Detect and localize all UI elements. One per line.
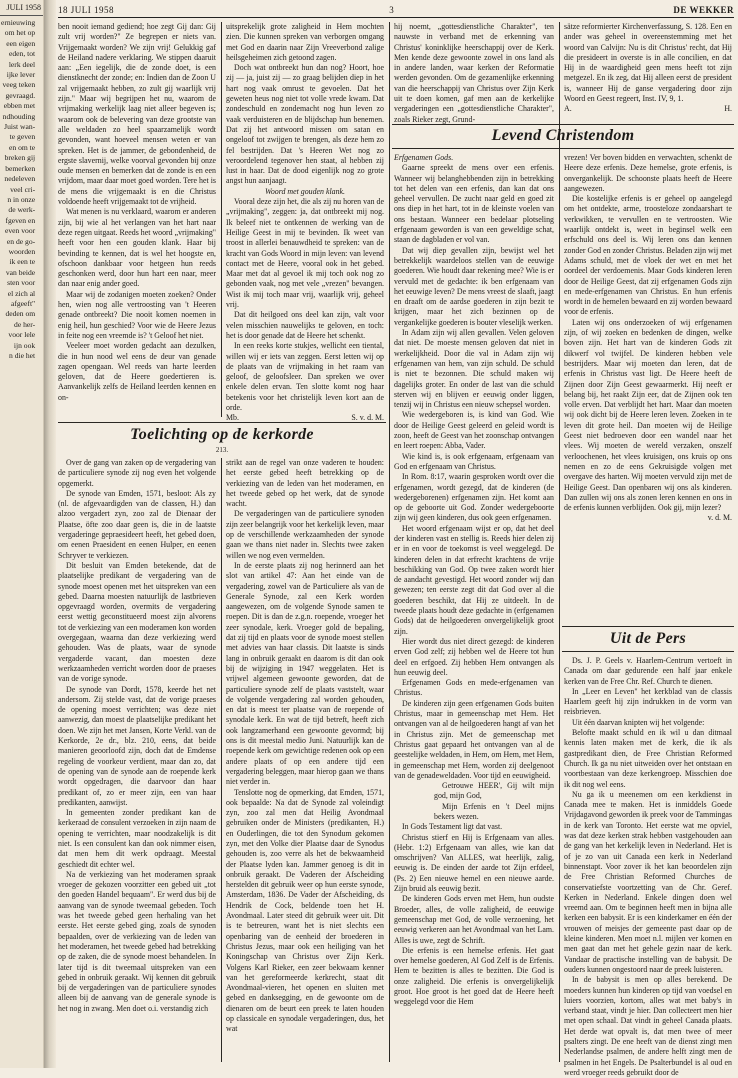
paragraph: De kinderen Gods erven met Hem, hun oudste Broeder, alles, de volle zaligheid, de eeuwige gemeenschap met God, de volle verzoening, het eeuwig verkeren aan het Avondmaal van het Lam. Alles is uwe, zegt de Schrift. — [394, 894, 554, 945]
article-vrijmaking-column-1 — [58, 22, 216, 417]
previous-page-column — [0, 16, 37, 361]
previous-page-line: de her- — [14, 319, 36, 329]
previous-page-line: ik een te — [9, 257, 36, 267]
paragraph: Die kostelijke erfenis is er geheel op aangelegd om het ontdekte, arme, troosteloze zondaarshart te verkwikken, te vervullen en te vertroosten. Wie waarlijk ontdekt is, weet in beginsel welk een erfschuld ons deel is. Wij leren ons dan kennen zonder God en zonder Christus. Beladen zijn wij met Adams schuld, met de vloek der wet en met het oordeel der verdoemenis. Maar Gods kinderen leren door de Heilige Geest, dat zij erfgenamen Gods zijn en mede-erfgenamen van Christus. En hun erfenis wordt in de hemelen bewaard en zij worden bewaard voor de erfenis. — [564, 194, 732, 317]
previous-page-line: n die het — [9, 351, 36, 360]
headline-levend-christendom: Levend Christendom — [491, 127, 635, 144]
article-toelichting-column-1 — [58, 458, 216, 1062]
paragraph: In gemeenten zonder predikant kan de kerkeraad de consulent verzoeken in zijn naam de opening te verrichten, maar noodzakelijk is dit niet. Is een consulent kan dan ook nimmer eisen, dat men hem dit werk opdraagt. Meestal geschiedt dit echter wel. — [58, 808, 216, 869]
paragraph: uitsprekelijk grote zaligheid in Hem mochten zien. Die kunnen spreken van verborgen omgang met God en daarin naar Zijn Vreeverbond zalige heilsgeheimen zich getoond zagen. — [226, 22, 384, 62]
paragraph: De synode van Dordt, 1578, keerde het net andersom. Zij stelde vast, dat de vorige praeses de opening moest verrichten; was deze niet aanwezig, dan moest de plaatselijke predikant het doen. We zijn het met Jansen, Korte Verkl. van de Kerkorde, 2e dr., blz. 210, eens, dat beide manieren geoorloofd zijn, doch dat de Emdense regeling de voorkeur verdient, maar dan zo, dat de opening van de synode aan de roepende kerk wordt opgedragen, die daarvoor dan haar predikant of, zo er meer zijn, een van haar predikanten, aanwijst. — [58, 684, 216, 807]
previous-page-header: JULI 1958 — [0, 0, 43, 16]
paragraph: Wat menen is nu verklaard, waarom er anderen zijn, bij wie al het verlangen van het hart naar deze regen uitgaat. Reeds het woord „vrijmaking" heeft voor hen een gouden klank. Haar bij bevinding te kennen, dat is wel het hoogste en, ofschoon dankbaar voor hetgeen hun reeds geschonken werd, door hun hart een naar, meer dan naar enig ander goed. — [58, 207, 216, 289]
paragraph: Tenslotte nog de opmerking, dat Emden, 1571, ook bepaalde: Na dat de Synode zal voleindigt zyn, zoo zal men dat Heilig Avondmaal gebruiken onder de Ministers (predikanten, H.) en Ouderlingen, die tot den Synodum gekomen zyn, met den Volke dier Plaatse daar de Synodus gehouden is, zoo verre als het de bekwaamheid der Plaatse lyden kan. Jammer genoeg is dit in onbruik geraakt. De Vaderen der Afscheiding herstelden dit gebruik weer op hun eerste synode, Amsterdam, 1836. De Vader der Afscheiding, ds Hendrik de Cock, beldende toen het H. Avondmaal. Later steed dit gebruik weer uit. Dit is te betreuren, want het is niet slechts een openbaring van de eenheid der broederen in Christus Jezus, maar ook een heiliging van het Koningschap van Christus over Zijn Kerk. Volgens Karl Rieker, een zeer bekwaam kenner van het gereformeerde kerkrecht, staat dit Avondmaal-vieren, het openen en sluiten met gebed en danksegging, en de gewoonte om de dienaren om de beurt een preek te laten houden op classicale en synodale vergaderingen, dus, het wat — [226, 787, 384, 1034]
header-date: 18 JULI 1958 — [58, 5, 114, 15]
paragraph: ben nooit iemand gediend; hoe zegt Gij dan: Gij zult vrij worden?" Ze begrepen er niets van. Vrijgemaakt worden? We zijn vrij! Gelukkig gaf de Heiland nadere verklaring. We stippen daaruit aan: „Een iegelijk, die de zonde doet, is een dienstknecht der zonde; en: Indien dan de Zoon U zal vrijgemaakt hebben, zo zult gij waarlijk vrij zijn." Maar wij begrijpen het nu, waarom de vrijmaking werkelijk laag niet alleer begeven is; waarom ook de belevering van deze grootste van alle weldaden zo heel spaarzamelijk wordt gevonden, want hoeveel mensen weten er van spreken. Het is de jammer, de gebondenheid, de ergste slavernij, welke voorval gevonden bij onze oude mensen en bemerken dat de zonde is en een vrijdom, maar daar moet goed worden. Tere het is de mens die vrijgemaakt is en die Christus voldoende heeft vrijgemaakt tot de vrijheid. — [58, 22, 216, 207]
article-levend-christendom-column-1 — [394, 153, 554, 1062]
paragraph: hij noemt, „gottesdienstliche Charakter", ten nauwste in verband met de erkenning van Christus' koninklijke heerschappij over de Kerk. Men kende deze gewoonte zowel in ons land als in andere landen, waar kerken der Reformatie werden gevonden. Om de gezamenlijke erkenning van die heerschappij van Christus over Zijn Kerk uit te doen komen, gaf men aan de kerkelijke vergaderingen een „gottesdienstliche Charakter", zoals Rieker zegt, Grund- — [394, 22, 554, 124]
paragraph: Veeleer moet worden gedacht aan dezulken, die in hun nood wel eens de deur van genade zagen opengaan. Wel reeds van harte leerden geloven, dat de Heere goedertieren is. Aanvankelijk zelfs de Heiland leerden kennen en on- — [58, 341, 216, 402]
paragraph: Wie kind is, is ook erfgenaam, erfgenaam van God en erfgenaam van Christus. — [394, 451, 554, 471]
paragraph: De kinderen zijn geen erfgenamen Gods buiten Christus, maar in gemeenschap met Hem. Het ontvangen van al de heilgoederen hangt af van het in Christus zijn. Met de gemeenschap met Christus gaat gepaard het ontvangen van al de geestelijke weldaden, in Hem, om Hem, met Hem, in gemeenschap met Hem, worden zij deelgenoot van de genadeweldaden. Voor tijd en eeuwigheid. — [394, 698, 554, 780]
previous-page-line: en om te — [9, 142, 36, 152]
paragraph: In de babysit is men op alles berekend. De moeders kunnen hun kinderen op tijd van voedsel en luiers voorzien, kortom, alles wat met baby's in verband staat, vindt je hier. Dan collecteert men hier met open schaal. Dat vindt in geheel Canada plaats. Het derde wat opvalt is, dat men twee of meer psalters zingt. De ene heeft van de dienst zingt men Nederlandse psalmen, de andere helft zingt men de psalmen in het Engels. De Psalterbundel is al oud en werd vroeger reeds gebruikt door de — [564, 975, 732, 1077]
paragraph: Christus stierf en Hij is Erfgenaam van alles. (Hebr. 1:2) Erfgenaam van alles, wie kan dat omschrijven? Van ALLES, wat heerlijk, zalig, eeuwig is. De einden der aarde tot Zijn erfdeel, (Ps. 2) Een nieuwe hemel en een nieuwe aarde. Zijn bruid als eeuwig bezit. — [394, 832, 554, 894]
previous-page-line: ernieuwing — [1, 18, 36, 27]
signature-right: H. — [724, 104, 732, 114]
paragraph: Maar wij de zodanigen moeten zoeken? Onder hen, wien nog alle vertroosting van 't Heeren genade ontbreekt? Die nooit komen noemen in enig heil, hun geschied? Voor wie de Heere Jezus in feite nog een vreemde is? 't Geloof het niet. — [58, 289, 216, 340]
previous-page-line: eden, tot — [9, 49, 36, 59]
paragraph: Ds. J. P. Geels v. Haarlem-Centrum vertoeft in Canada om daar gedurende een half jaar enkele kerken van de Free Chr. Ref. Church te dienen. — [564, 656, 732, 686]
signature-row — [564, 104, 732, 114]
previous-page-line: deden om — [5, 309, 36, 319]
header-page-number: 3 — [389, 5, 395, 15]
previous-page-line: van beide — [5, 267, 36, 277]
paragraph: Wie wedergeboren is, is kind van God. Wie door de Heilige Geest geleerd en geleid wordt is zoon, heeft de Geest van het zoonschap ontvangen en leert roepen: Abba, Vader. — [394, 410, 554, 451]
previous-page-line: ebben met — [3, 101, 36, 111]
paragraph: Laten wij ons onderzoeken of wij erfgenamen zijn, of wij zoeken en bedenken de dingen, welke boven zijn. Het hart van de kinderen Gods zit dikwerf vol twijfel. De kinderen hebben vele bestrijders. Maar wij moeten dan leren, dat de erfenis in Christus vast ligt. De Heere heeft de Zijnen door Zijn Geest gewaarmerkt. Hij neeft er belang bij, het raakt Zijn eer, dat de Zijnen ook ten volle erven. Dat verblijdt het hart. Maar dan moeten wij ook dicht bij de Heere leren leven. Zoeken in te leven dit grote heil. Dan moeten wij de Heilige Geest niet bedroeven door een wandel naar het vlees. Wij moeten de wereld verzaken, onszelf verloochenen, het vlees kruisigen, ons kruis op ons nemen en zo de eens Gekruisigde volgen met overgave des harten. Wij moeten vervuld zijn met de Heilige Geest. Dan openbaren wij ons als kinderen. Dan zullen wij ons als zonen leren kennen en ons in de erfenis kunnen verblijden. Ook gij, mijn lezer? — [564, 317, 732, 513]
paragraph: Erfgenamen Gods en mede-erfgenamen van Christus. — [394, 678, 554, 698]
paragraph: In een reeks korte stukjes, wellicht een tiental, willen wij er iets van zeggen. Eerst letten wij op de plaats van de vrijmaking in het raam van geloof, de geloofsleer. Dan spreken we over enkele delen ervan. Ten slotte komt nog haar betekenis voor het christelijk leven kort aan de orde. — [226, 341, 384, 412]
previous-page-line: woorden — [8, 246, 36, 256]
section-rule — [562, 651, 734, 652]
previous-page-line: te geven — [9, 132, 36, 142]
signature: v. d. M. — [707, 513, 732, 523]
paragraph: vrezen! Ver boven bidden en verwachten, schenkt de Heere deze erfenis. Deze hemelse, grote erfenis, is onvergankelijk. De schoonste plaats heeft de Heere aangewezen. — [564, 153, 732, 193]
paragraph: In Rom. 8:17, waarin gesproken wordt over die erfgenamen, wordt gezegd, dat de kinderen (de wedergeborenen) erfgenamen zijn. Het komt aan op de geboorte uit God. Zonder wedergeboorte zijn wij geen kinderen, dus ook geen erfgenamen. — [394, 472, 554, 523]
article-levend-christendom-column-2 — [564, 153, 732, 623]
column-divider — [389, 22, 390, 1062]
previous-page-line: ndhouding — [2, 111, 36, 121]
paragraph: In Adam zijn wij allen gevallen. Velen geloven dat niet. De moeste mensen geloven dat niet in werkelijkheid. Door die val in Adam zijn wij erfgenamen van hem, van zijn schuld. De schuld is niet te bezonnen. Die schuld maken wij dagelijks groter. En onder de last van die schuld sterven wij en blijven er eeuwig onder liggen, tenzij wij in Christus een nieuw schepsel worden. — [394, 328, 554, 410]
previous-page-line: de werk- — [8, 205, 36, 215]
paragraph: Dat wij diep gevallen zijn, bewijst wel het betrekkelijk waardeloos stellen van de eeuwige goederen. Wie houdt daar rekening mee? Wie is er vervuld met de gedachte: ik ben erfgenaam van het eeuwige leven? De mens vreest de slaaft, jaagt en draaft om de aardse goederen in zijn bezit te krijgen, maar het zich bezinnen op de vergankelijke goederen is bouter vleselijk werken. — [394, 245, 554, 327]
section-rule — [58, 422, 386, 423]
newspaper-page — [56, 0, 738, 1077]
column-divider — [559, 22, 560, 1062]
verse-line: Mijn Erfenis en 't Deel mijns bekers wezen. — [434, 801, 554, 821]
header-newspaper-title: DE WEKKER — [673, 5, 734, 15]
column-divider — [221, 22, 222, 417]
paragraph: Na de verkiezing van het moderamen spraak vroeger de gekozen voorzitter een gebed uit „tot den goeden Handel bequaam". Er werd dus bij de aanvang van de synode tweemaal gebeden. Toch was het tweede gebed geen herhaling van het eerste. Het eerste gebed ging, zoals de synoden bepaalden, over de verkiezing van de leden van het moderamen, het tweede gebed had betrekking op de zaken, die de synode moest behandelen. In later tijd is dit tweemaal uitspreken van een gebed in onbruik geraakt. Wij kennen dit gebruik bij de vergaderingen van de particuliere synodes alleen bij de aanvang van de generale synode is het nog in zwang. Men doet o.i. verstandig zich — [58, 869, 216, 1013]
previous-page-line: en de go- — [6, 236, 36, 246]
paragraph: Dit besluit van Emden betekende, dat de plaatselijke predikant de vergadering van de synode moest openen met het uitspreken van een gebed. Daarna moesten natuurlijk de lastbrieven opgevraagd worden, overmits de vergadering eerst wettig geconstitueerd moest zijn alvorens tot de verkiezing van een moderamen kon worden overgegaan, waarna dan deze verkiezing werd gehouden. Was de plaats, waar de synode vergaderde vacant, dan moesten deze werkzaamheden verricht worden door de praeses van de vorige synode. — [58, 560, 216, 684]
paragraph: Gaarne spreekt de mens over een erfenis. Wanneer wij belanghebbenden zijn in betrekking tot het delen van een erfenis, dan kan dat ons geheel vervullen. De zucht naar geld en goed zit ons diep in het hart, tot in de kleinste voelen van ons bestaan. Wanneer een bedelaar plotseling erfgenaam geworden is van een geweldige schat, staan de dagbladen er vol van. — [394, 163, 554, 245]
paragraph: Nu ga ik u meenemen om een kerkdienst in Canada mee te maken. Het is inmiddels Goede Vrijdagavond geworden ik preek voor de Tammingas in de kerk van Toronto. Het eerste wat me opviel, was dat deze kerken strak hebben vastgehouden aan de gang van het kerkelijk leven in Nederland. Het is of je zo van uit Canada een kerk in Nederland binnenstapt. Voor zover ik het kan beoordelen zijn de Free Christian Reformed Churches de conservatiefste voortzetting van de Chr. Geref. Kerken in Nederland. Enkele dingen doen wel vreemd aan. Om te beginnen heeft men in bijna alle kerken een babysit. Er is een kinderkamer en één der vrouwen of meisjes der gemeente past daar op de kleine kinderen. Men moet n.l. mijlen ver komen en men gaat dan met het gehele gezin naar de kerk. Vandaar de practische instelling van de babysit. De ouders kunnen ongestoord naar de preek luisteren. — [564, 789, 732, 974]
headline-toelichting-kerkorde: Toelichting op de kerkorde — [130, 426, 314, 443]
previous-page-line: voor lele — [8, 330, 36, 340]
paragraph: In „Leer en Leven" het kerkblad van de classis Haarlem geeft hij zijn indrukken in de vorm van reisbrieven. — [564, 686, 732, 717]
previous-page-line: sten voor — [7, 278, 36, 288]
previous-page-line: Juist wan- — [4, 122, 36, 132]
paragraph: Vooral deze zijn het, die als zij nu horen van de „vrijmaking", zeggen: ja, dat ontbreekt mij nog. Ik beleef niet te ontkennen de werking van de Heilige Geest in mij te bevinden. Ik weet van troost in allerlei benauwdheid te spreken: van de kracht van Gods Woord in mijn leven: van levend contact met de Heere, vooral ook in het gebed. Maar met dat al gevoel ik mij toch ook nog zo gebonden vaak, nog met vele „vrezen" bevangen. Wist ik mij toch maar vrij, waarlijk vrij, geheel vrij. — [226, 197, 384, 310]
section-rule — [562, 626, 734, 627]
column-divider — [221, 458, 222, 1062]
signature-left: A. — [564, 104, 572, 114]
section-rule — [392, 124, 734, 125]
page-header — [58, 4, 734, 18]
article-kerkorde-continued-column-3 — [394, 22, 554, 124]
paragraph: Het woord erfgenaam wijst er op, dat het deel der kinderen vast en stellig is. Reeds hier delen zij er in en voor de toekomst is veel weggelegd. De kinderen delen in dat erfrecht krachtens de vrije beschikking van God. Op twee zaken wordt hier de aandacht gevestigd. Het woord zonder wij dan gewezen; ten eerste zegt dit dat God over al die goederen beschikt, dat Hij ze uitdeelt. In de tweede plaats houdt deze gedachte in (erfgenamen Gods) dat de heilgoederen onvergelijkelijk groot zijn. — [394, 523, 554, 636]
previous-page-line: fgeven en — [5, 215, 36, 225]
previous-page-line: el zich al — [7, 288, 36, 298]
previous-page-line: om het op — [4, 28, 36, 38]
previous-page-line: gevraagd. — [5, 90, 36, 100]
paragraph: Dat dit heilgoed ons deel kan zijn, valt voor velen misschien nauwelijks te geloven, en toch: het is door genade dat de Heere het schenkt. — [226, 310, 384, 340]
article-uit-de-pers — [564, 656, 732, 1077]
previous-page-line: afgeeft" — [10, 298, 36, 308]
section-rule — [392, 148, 734, 149]
paragraph: Hier wordt dus niet direct gezegd: de kinderen erven God zelf; zij hebben wel de Heere tot hun deel en erfgoed. Zij hebben Hem ontvangen als hun eeuwig deel. — [394, 636, 554, 677]
paragraph: Doch wat ontbreekt hun dan nog? Hoort, hoe zij — ja, juist zij — zo graag belijden diep in het hart nog vaak omrust te gevoelen. Dat het geweten heus nog niet tot volle vrede kwam. Dat zondeschuld en zondemacht nog hun leven zo vaak verduisteren en de blijdschap hun benemen. Dat zij het antwoord missen om satan en ongeloof tot zwijgen te brengen, als deze hem zo fel bestrijden. Dat 's Heeren Wet nog zo veroordelend tegenover hen staat, al hebben zij lust in haar. Dat de dood eigenlijk nog zo grote angst hun aanjaagt. — [226, 63, 384, 186]
previous-page-line: bemerken — [5, 163, 36, 173]
paragraph: Over de gang van zaken op de vergadering van de particuliere synode zij nog even het volgende opgemerkt. — [58, 458, 216, 488]
previous-page-line: even voor — [5, 226, 36, 236]
paragraph: De synode van Emden, 1571, besloot: Als zy (nl. de afgevaardigden van de classen, H.) dan alzoo vergadert zyn, zoo zal de Dienaar der Plaatse, öfte zoo daar geen is, die in de laatste vergaderinge gepraesideert heeft, het gebed doen, om eenen Praesident en eenen Hulper, en eenen Schryver te verkiezen. — [58, 488, 216, 560]
page-gutter — [44, 0, 56, 1068]
previous-page-line: breken gij — [4, 153, 36, 163]
subheading: Woord met gouden klank. — [264, 186, 346, 196]
subheading: Erfgenamen Gods. — [394, 153, 454, 162]
verse-line: Getrouwe HEER', Gij wilt mijn god, mijn God, — [434, 781, 554, 801]
paragraph: In de eerste plaats zij nog herinnerd aan het slot van artikel 47: Aan het einde van de vergadering, zowel van de Particuliere als van de Generale Synode, zal een Kerk worden aangewezen, om de volgende Synode samen te roepen. Dit is dan de z.g.n. roepende, vroeger het zeer synodale, kerk. Vroeger gold de bepaling, dat zij tijd en plaats voor de synode moest stellen met advies van haar classis. Dit laatste is sinds lang in onbruik geraakt en daarom is dit dan ook bij de wijziging in 1947 weggelaten. Het is vrijwel algemeen gewoonte geworden, dat de particuliere synode zelf de plaats vaststelt, waar de volgende vergadering zal worden gehouden, en dat is meest ter plaatse van de roepende of synodale kerk. En wat de tijd betreft, heeft zich ook langzamerhand een gewoonte gevormd; bij ons is dit meestal medio Juni. Natuurlijk kan de roepende kerk om gewichtige redenen ook op een andere plaats of op een andere tijd een vergadering beleggen, maar hierop gaan we thans niet verder in. — [226, 560, 384, 787]
previous-page-line: lerk deel — [8, 59, 36, 69]
paragraph: strikt aan de regel van onze vaderen te houden: het eerste gebed heeft betrekking op de verkiezing van de leden van het moderamen, en het tweede gebed op het werk, dat de synode wacht. — [226, 458, 384, 509]
section-number: 213. — [215, 446, 229, 454]
previous-page-line: ijn ook — [13, 340, 36, 350]
headline-uit-de-pers: Uit de Pers — [609, 630, 687, 647]
paragraph: Die erfenis is een hemelse erfenis. Het gaat over hemelse goederen, Al God Zelf is de Erfenis. Hem te bezitten is alles te bezitten. Die God is onze zaligheid. Die erfenis is onvergelijkelijk groot. Hoe groot is het goed dat de Heere heeft weggelegd voor die Hem — [394, 945, 554, 1007]
previous-page-line: een eigen — [6, 38, 36, 48]
previous-page-edge — [0, 0, 44, 1068]
previous-page-line: ijke lever — [6, 70, 36, 80]
article-kerkorde-continued-column-4 — [564, 22, 732, 118]
paragraph: Uit één daarvan knipten wij het volgende: — [572, 717, 705, 727]
signature-left: Mb. — [226, 413, 239, 423]
paragraph: sätze reformierter Kirchenverfassung, S. 128. Een en ander was geheel in overeenstemming met het woord van Calvijn: Nu is dit Christus' recht, dat Hij die presideert in overste is in alle concilien, en dat Hij in de waardigheid geen mens heeft tot zijn metgezel. En ik zeg, dat Hij alleen eerst de president is, wanneer Hij de ganse vergadering door zijn Woord en Geest regeert, Inst. IV, 9, 1. — [564, 22, 732, 104]
paragraph: In Gods Testament ligt dat vast. — [402, 822, 503, 832]
paragraph: De vergaderingen van de particuliere synoden zijn zeer belangrijk voor het kerkelijk leven, maar op de verschillende werkzaamheden der synode gaan we thans niet nader in. Slechts twee zaken willen we nog even vermelden. — [226, 509, 384, 560]
previous-page-line: nedeleven — [4, 174, 36, 184]
previous-page-line: n in onze — [7, 194, 36, 204]
paragraph: Belofte maakt schuld en ik wil u dan ditmaal kennis laten maken met de kerk, die ik als gastpredikant dien, de Free Christian Reformed Church. Ik ga nu niet uitweiden over het ontstaan en voortbestaan van deze kerkengroep. Misschien doe ik dit nog wel eens. — [564, 728, 732, 789]
article-toelichting-column-2 — [226, 458, 384, 1062]
previous-page-line: veeg teken — [2, 80, 36, 90]
signature-right: S. v. d. M. — [351, 413, 384, 423]
article-vrijmaking-column-2 — [226, 22, 384, 423]
previous-page-line: veel cri- — [10, 184, 36, 194]
